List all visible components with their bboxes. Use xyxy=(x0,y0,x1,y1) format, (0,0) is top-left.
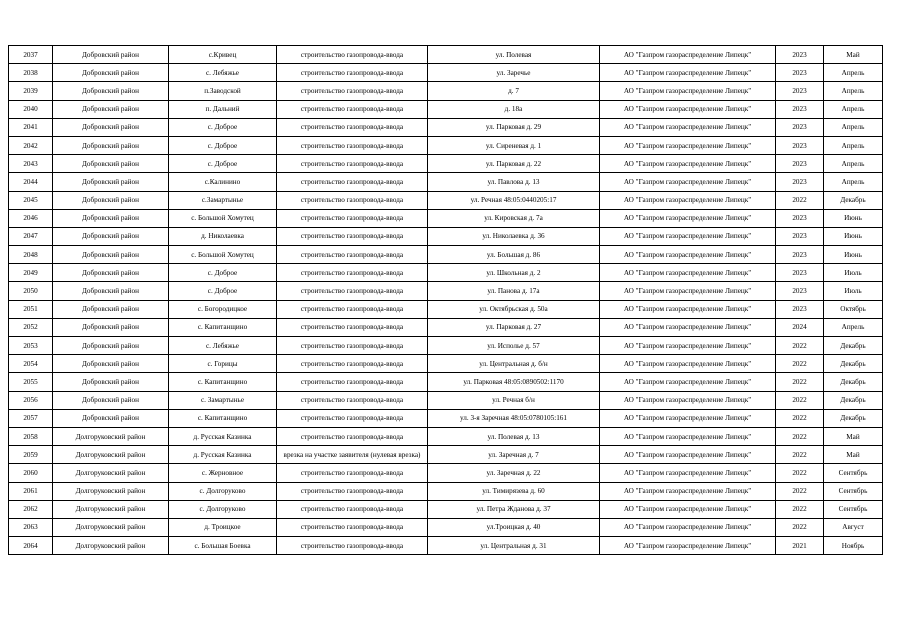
table-row xyxy=(9,318,883,336)
table-row xyxy=(9,518,883,536)
district-cell: Добровский район xyxy=(53,118,169,136)
settlement-cell: с. Доброе xyxy=(169,136,277,154)
work-type-cell: строительство газопровода-ввода xyxy=(277,318,428,336)
district-cell: Добровский район xyxy=(53,355,169,373)
address-cell: ул. Заречье xyxy=(428,64,600,82)
organization-cell: АО "Газпром газораспределение Липецк" xyxy=(600,64,776,82)
organization-cell: АО "Газпром газораспределение Липецк" xyxy=(600,191,776,209)
table-row xyxy=(9,537,883,555)
district-cell: Долгоруковский район xyxy=(53,464,169,482)
row-number: 2058 xyxy=(9,427,53,445)
work-type-cell: строительство газопровода-ввода xyxy=(277,227,428,245)
district-cell: Добровский район xyxy=(53,373,169,391)
year-cell: 2022 xyxy=(776,464,824,482)
month-cell: Май xyxy=(824,446,883,464)
settlement-cell: с. Горицы xyxy=(169,355,277,373)
address-cell: ул. Центральная д. б/н xyxy=(428,355,600,373)
year-cell: 2022 xyxy=(776,337,824,355)
month-cell: Сентябрь xyxy=(824,500,883,518)
month-cell: Сентябрь xyxy=(824,464,883,482)
address-cell: ул. Сиреневая д. 1 xyxy=(428,136,600,154)
work-type-cell: строительство газопровода-ввода xyxy=(277,100,428,118)
address-cell: ул. Заречная д. 22 xyxy=(428,464,600,482)
settlement-cell: д. Николаевка xyxy=(169,227,277,245)
table-row xyxy=(9,391,883,409)
address-cell: ул. Парковая д. 27 xyxy=(428,318,600,336)
district-cell: Добровский район xyxy=(53,246,169,264)
row-number: 2055 xyxy=(9,373,53,391)
settlement-cell: д. Русская Казинка xyxy=(169,427,277,445)
settlement-cell: с. Лебяжье xyxy=(169,64,277,82)
address-cell: ул. Центральная д. 31 xyxy=(428,537,600,555)
district-cell: Добровский район xyxy=(53,155,169,173)
address-cell: ул. Тимирязева д. 60 xyxy=(428,482,600,500)
work-type-cell: строительство газопровода-ввода xyxy=(277,355,428,373)
work-type-cell: строительство газопровода-ввода xyxy=(277,64,428,82)
organization-cell: АО "Газпром газораспределение Липецк" xyxy=(600,337,776,355)
settlement-cell: п.Заводской xyxy=(169,82,277,100)
work-type-cell: строительство газопровода-ввода xyxy=(277,300,428,318)
settlement-cell: с. Большой Хомутец xyxy=(169,209,277,227)
row-number: 2041 xyxy=(9,118,53,136)
address-cell: д. 18а xyxy=(428,100,600,118)
row-number: 2043 xyxy=(9,155,53,173)
row-number: 2062 xyxy=(9,500,53,518)
settlement-cell: п. Дальний xyxy=(169,100,277,118)
month-cell: Декабрь xyxy=(824,337,883,355)
year-cell: 2021 xyxy=(776,537,824,555)
row-number: 2054 xyxy=(9,355,53,373)
work-type-cell: строительство газопровода-ввода xyxy=(277,482,428,500)
organization-cell: АО "Газпром газораспределение Липецк" xyxy=(600,82,776,100)
organization-cell: АО "Газпром газораспределение Липецк" xyxy=(600,373,776,391)
year-cell: 2023 xyxy=(776,46,824,64)
month-cell: Апрель xyxy=(824,173,883,191)
settlement-cell: с. Долгоруково xyxy=(169,482,277,500)
settlement-cell: с. Большой Хомутец xyxy=(169,246,277,264)
row-number: 2064 xyxy=(9,537,53,555)
row-number: 2051 xyxy=(9,300,53,318)
month-cell: Апрель xyxy=(824,136,883,154)
district-cell: Добровский район xyxy=(53,46,169,64)
year-cell: 2023 xyxy=(776,64,824,82)
settlement-cell: с. Доброе xyxy=(169,282,277,300)
work-type-cell: строительство газопровода-ввода xyxy=(277,282,428,300)
settlement-cell: с. Лебяжье xyxy=(169,337,277,355)
row-number: 2061 xyxy=(9,482,53,500)
district-cell: Добровский район xyxy=(53,100,169,118)
work-type-cell: строительство газопровода-ввода xyxy=(277,118,428,136)
table-row xyxy=(9,173,883,191)
row-number: 2059 xyxy=(9,446,53,464)
year-cell: 2022 xyxy=(776,191,824,209)
table-row xyxy=(9,46,883,64)
month-cell: Май xyxy=(824,427,883,445)
organization-cell: АО "Газпром газораспределение Липецк" xyxy=(600,246,776,264)
table-row xyxy=(9,100,883,118)
organization-cell: АО "Газпром газораспределение Липецк" xyxy=(600,409,776,427)
month-cell: Апрель xyxy=(824,118,883,136)
district-cell: Долгоруковский район xyxy=(53,500,169,518)
year-cell: 2022 xyxy=(776,500,824,518)
organization-cell: АО "Газпром газораспределение Липецк" xyxy=(600,46,776,64)
month-cell: Декабрь xyxy=(824,355,883,373)
organization-cell: АО "Газпром газораспределение Липецк" xyxy=(600,482,776,500)
year-cell: 2023 xyxy=(776,264,824,282)
organization-cell: АО "Газпром газораспределение Липецк" xyxy=(600,300,776,318)
organization-cell: АО "Газпром газораспределение Липецк" xyxy=(600,118,776,136)
month-cell: Апрель xyxy=(824,155,883,173)
month-cell: Декабрь xyxy=(824,373,883,391)
month-cell: Апрель xyxy=(824,318,883,336)
row-number: 2060 xyxy=(9,464,53,482)
settlement-cell: с. Капитанщино xyxy=(169,373,277,391)
table-row xyxy=(9,482,883,500)
address-cell: ул. Павлова д. 13 xyxy=(428,173,600,191)
year-cell: 2023 xyxy=(776,246,824,264)
district-cell: Добровский район xyxy=(53,227,169,245)
organization-cell: АО "Газпром газораспределение Липецк" xyxy=(600,427,776,445)
month-cell: Апрель xyxy=(824,64,883,82)
table-row xyxy=(9,155,883,173)
month-cell: Апрель xyxy=(824,82,883,100)
organization-cell: АО "Газпром газораспределение Липецк" xyxy=(600,264,776,282)
address-cell: ул. Речная б/н xyxy=(428,391,600,409)
settlement-cell: с.Калинино xyxy=(169,173,277,191)
settlement-cell: с. Капитанщино xyxy=(169,318,277,336)
work-type-cell: строительство газопровода-ввода xyxy=(277,264,428,282)
work-type-cell: строительство газопровода-ввода xyxy=(277,409,428,427)
settlement-cell: с. Капитанщино xyxy=(169,409,277,427)
table-row xyxy=(9,409,883,427)
organization-cell: АО "Газпром газораспределение Липецк" xyxy=(600,100,776,118)
address-cell: ул. 3-я Заречная 48:05:0780105:161 xyxy=(428,409,600,427)
table-row xyxy=(9,264,883,282)
address-cell: ул. Заречная д. 7 xyxy=(428,446,600,464)
row-number: 2056 xyxy=(9,391,53,409)
year-cell: 2024 xyxy=(776,318,824,336)
address-cell: ул. Школьная д. 2 xyxy=(428,264,600,282)
year-cell: 2022 xyxy=(776,482,824,500)
address-cell: ул. Речная 48:05:0440205:17 xyxy=(428,191,600,209)
settlement-cell: с. Долгоруково xyxy=(169,500,277,518)
address-cell: д. 7 xyxy=(428,82,600,100)
organization-cell: АО "Газпром газораспределение Липецк" xyxy=(600,136,776,154)
district-cell: Добровский район xyxy=(53,173,169,191)
work-type-cell: строительство газопровода-ввода xyxy=(277,82,428,100)
table-row xyxy=(9,64,883,82)
table-row xyxy=(9,227,883,245)
month-cell: Декабрь xyxy=(824,391,883,409)
row-number: 2042 xyxy=(9,136,53,154)
district-cell: Долгоруковский район xyxy=(53,427,169,445)
month-cell: Май xyxy=(824,46,883,64)
settlement-cell: с.Кривец xyxy=(169,46,277,64)
district-cell: Долгоруковский район xyxy=(53,537,169,555)
year-cell: 2022 xyxy=(776,518,824,536)
organization-cell: АО "Газпром газораспределение Липецк" xyxy=(600,173,776,191)
address-cell: ул. Полевая д. 13 xyxy=(428,427,600,445)
district-cell: Добровский район xyxy=(53,337,169,355)
work-type-cell: строительство газопровода-ввода xyxy=(277,191,428,209)
month-cell: Октябрь xyxy=(824,300,883,318)
table-row xyxy=(9,446,883,464)
row-number: 2037 xyxy=(9,46,53,64)
row-number: 2049 xyxy=(9,264,53,282)
settlement-cell: с. Замартынье xyxy=(169,391,277,409)
work-type-cell: строительство газопровода-ввода xyxy=(277,427,428,445)
address-cell: ул. Николаевка д. 36 xyxy=(428,227,600,245)
district-cell: Добровский район xyxy=(53,191,169,209)
year-cell: 2022 xyxy=(776,409,824,427)
organization-cell: АО "Газпром газораспределение Липецк" xyxy=(600,227,776,245)
row-number: 2047 xyxy=(9,227,53,245)
month-cell: Апрель xyxy=(824,100,883,118)
year-cell: 2023 xyxy=(776,118,824,136)
organization-cell: АО "Газпром газораспределение Липецк" xyxy=(600,209,776,227)
row-number: 2044 xyxy=(9,173,53,191)
work-type-cell: строительство газопровода-ввода xyxy=(277,337,428,355)
table-row xyxy=(9,118,883,136)
settlement-cell: с. Доброе xyxy=(169,155,277,173)
row-number: 2039 xyxy=(9,82,53,100)
year-cell: 2022 xyxy=(776,391,824,409)
organization-cell: АО "Газпром газораспределение Липецк" xyxy=(600,537,776,555)
year-cell: 2023 xyxy=(776,100,824,118)
row-number: 2050 xyxy=(9,282,53,300)
month-cell: Июль xyxy=(824,264,883,282)
district-cell: Добровский район xyxy=(53,64,169,82)
row-number: 2052 xyxy=(9,318,53,336)
settlement-cell: с. Доброе xyxy=(169,118,277,136)
year-cell: 2023 xyxy=(776,173,824,191)
table-row xyxy=(9,355,883,373)
work-type-cell: строительство газопровода-ввода xyxy=(277,209,428,227)
work-type-cell: строительство газопровода-ввода xyxy=(277,136,428,154)
year-cell: 2023 xyxy=(776,300,824,318)
address-cell: ул. Парковая д. 22 xyxy=(428,155,600,173)
table-row xyxy=(9,246,883,264)
organization-cell: АО "Газпром газораспределение Липецк" xyxy=(600,155,776,173)
table-row xyxy=(9,209,883,227)
district-cell: Добровский район xyxy=(53,391,169,409)
year-cell: 2023 xyxy=(776,282,824,300)
year-cell: 2023 xyxy=(776,209,824,227)
organization-cell: АО "Газпром газораспределение Липецк" xyxy=(600,446,776,464)
settlement-cell: с. Доброе xyxy=(169,264,277,282)
district-cell: Добровский район xyxy=(53,318,169,336)
month-cell: Декабрь xyxy=(824,191,883,209)
year-cell: 2023 xyxy=(776,155,824,173)
table-body xyxy=(9,46,883,555)
year-cell: 2023 xyxy=(776,227,824,245)
work-type-cell: строительство газопровода-ввода xyxy=(277,373,428,391)
address-cell: ул. Панова д. 17а xyxy=(428,282,600,300)
organization-cell: АО "Газпром газораспределение Липецк" xyxy=(600,500,776,518)
district-cell: Добровский район xyxy=(53,82,169,100)
table-row xyxy=(9,464,883,482)
work-type-cell: строительство газопровода-ввода xyxy=(277,518,428,536)
row-number: 2057 xyxy=(9,409,53,427)
address-cell: ул. Исполье д. 57 xyxy=(428,337,600,355)
table-row xyxy=(9,300,883,318)
table-row xyxy=(9,337,883,355)
row-number: 2046 xyxy=(9,209,53,227)
row-number: 2038 xyxy=(9,64,53,82)
work-type-cell: строительство газопровода-ввода xyxy=(277,537,428,555)
district-cell: Добровский район xyxy=(53,136,169,154)
district-cell: Добровский район xyxy=(53,282,169,300)
table-row xyxy=(9,500,883,518)
address-cell: ул. Петра Жданова д. 37 xyxy=(428,500,600,518)
organization-cell: АО "Газпром газораспределение Липецк" xyxy=(600,518,776,536)
year-cell: 2023 xyxy=(776,82,824,100)
work-type-cell: строительство газопровода-ввода xyxy=(277,173,428,191)
address-cell: ул. Парковая 48:05:0890502:1170 xyxy=(428,373,600,391)
organization-cell: АО "Газпром газораспределение Липецк" xyxy=(600,464,776,482)
address-cell: ул. Полевая xyxy=(428,46,600,64)
row-number: 2053 xyxy=(9,337,53,355)
organization-cell: АО "Газпром газораспределение Липецк" xyxy=(600,318,776,336)
year-cell: 2022 xyxy=(776,355,824,373)
address-cell: ул. Кировская д. 7а xyxy=(428,209,600,227)
organization-cell: АО "Газпром газораспределение Липецк" xyxy=(600,282,776,300)
address-cell: ул. Парковая д. 29 xyxy=(428,118,600,136)
gas-connection-table xyxy=(8,45,883,555)
district-cell: Долгоруковский район xyxy=(53,482,169,500)
district-cell: Долгоруковский район xyxy=(53,518,169,536)
month-cell: Июнь xyxy=(824,246,883,264)
district-cell: Добровский район xyxy=(53,300,169,318)
month-cell: Август xyxy=(824,518,883,536)
settlement-cell: с. Богородицкое xyxy=(169,300,277,318)
district-cell: Долгоруковский район xyxy=(53,446,169,464)
row-number: 2040 xyxy=(9,100,53,118)
year-cell: 2022 xyxy=(776,446,824,464)
table-row xyxy=(9,82,883,100)
settlement-cell: д. Троицкое xyxy=(169,518,277,536)
month-cell: Ноябрь xyxy=(824,537,883,555)
row-number: 2045 xyxy=(9,191,53,209)
table-row xyxy=(9,282,883,300)
document-page xyxy=(8,45,883,555)
settlement-cell: с. Большая Боевка xyxy=(169,537,277,555)
work-type-cell: строительство газопровода-ввода xyxy=(277,246,428,264)
address-cell: ул. Большая д. 86 xyxy=(428,246,600,264)
month-cell: Июнь xyxy=(824,209,883,227)
address-cell: ул.Троицкая д. 40 xyxy=(428,518,600,536)
month-cell: Декабрь xyxy=(824,409,883,427)
district-cell: Добровский район xyxy=(53,409,169,427)
work-type-cell: врезка на участке заявителя (нулевая врезка) xyxy=(277,446,428,464)
table-row xyxy=(9,191,883,209)
row-number: 2048 xyxy=(9,246,53,264)
month-cell: Сентябрь xyxy=(824,482,883,500)
settlement-cell: д. Русская Казинка xyxy=(169,446,277,464)
work-type-cell: строительство газопровода-ввода xyxy=(277,500,428,518)
organization-cell: АО "Газпром газораспределение Липецк" xyxy=(600,391,776,409)
district-cell: Добровский район xyxy=(53,209,169,227)
district-cell: Добровский район xyxy=(53,264,169,282)
month-cell: Июнь xyxy=(824,227,883,245)
month-cell: Июль xyxy=(824,282,883,300)
year-cell: 2022 xyxy=(776,427,824,445)
table-row xyxy=(9,427,883,445)
address-cell: ул. Октябрьская д. 50а xyxy=(428,300,600,318)
settlement-cell: с. Жерновное xyxy=(169,464,277,482)
organization-cell: АО "Газпром газораспределение Липецк" xyxy=(600,355,776,373)
row-number: 2063 xyxy=(9,518,53,536)
work-type-cell: строительство газопровода-ввода xyxy=(277,155,428,173)
year-cell: 2022 xyxy=(776,373,824,391)
work-type-cell: строительство газопровода-ввода xyxy=(277,46,428,64)
work-type-cell: строительство газопровода-ввода xyxy=(277,391,428,409)
year-cell: 2023 xyxy=(776,136,824,154)
settlement-cell: с.Замартынье xyxy=(169,191,277,209)
table-row xyxy=(9,373,883,391)
work-type-cell: строительство газопровода-ввода xyxy=(277,464,428,482)
table-row xyxy=(9,136,883,154)
